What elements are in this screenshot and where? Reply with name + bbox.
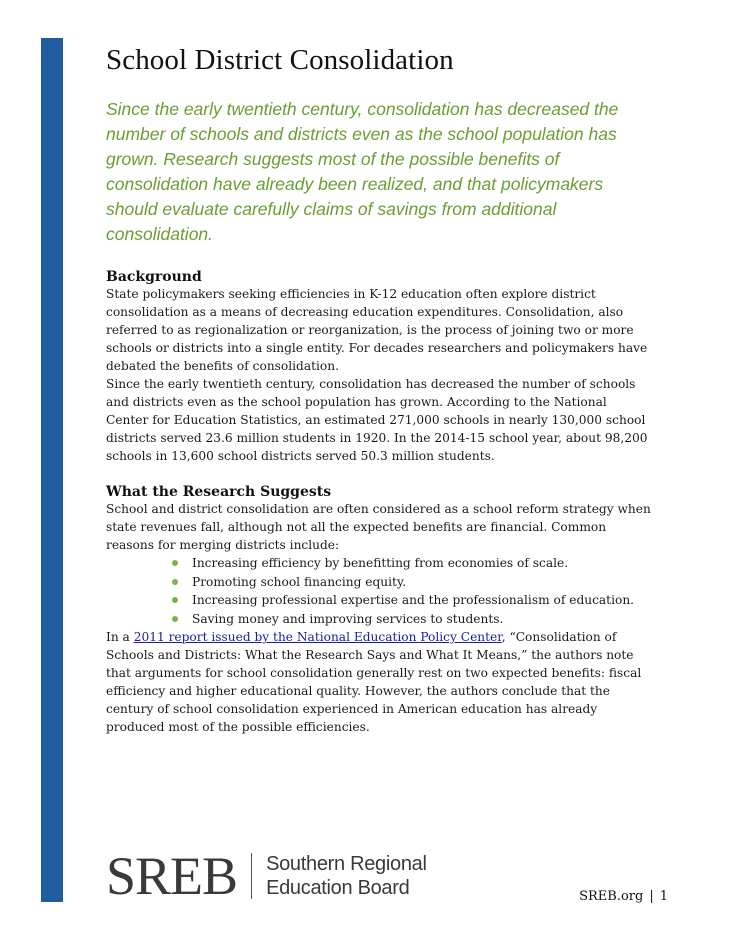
- list-item: Increasing efficiency by benefitting from economies of scale.: [172, 554, 651, 573]
- footer-separator: |: [649, 889, 654, 904]
- list-item: Promoting school financing equity.: [172, 573, 651, 592]
- site-url: SREB.org: [579, 889, 644, 904]
- logo-divider: [251, 853, 252, 899]
- document-content: [106, 44, 651, 736]
- list-item: Increasing professional expertise and the professionalism of education.: [172, 591, 651, 610]
- background-paragraph-1: State policymakers seeking efficiencies in K-12 education often explore district consolidation as a means of decreasing education expenditures. Consolidation, also referred to as regionalization or reorganization, is the process of joining two or more schools or districts into a single entity. For decades researchers and policymakers have debated the benefits of consolidation.: [106, 287, 648, 373]
- background-paragraph-2: Since the early twentieth century, consolidation has decreased the number of schools and districts even as the school population has grown. According to the National Center for Education Statistics, an estimated 271,000 schools in nearly 130,000 school districts served 23.6 million students in 1920. In the 2014-15 school year, about 98,200 schools in 13,600 school districts served 50.3 million students.: [106, 377, 648, 463]
- bullet-icon: [172, 579, 178, 585]
- page-title: School District Consolidation: [106, 44, 454, 76]
- bullet-icon: [172, 616, 178, 622]
- section-heading-background: Background: [106, 269, 202, 285]
- logo-wordmark: SREB: [106, 846, 238, 906]
- page-number: 1: [659, 889, 668, 904]
- list-item: Saving money and improving services to students.: [172, 610, 651, 629]
- bullet-icon: [172, 560, 178, 566]
- sreb-logo: [106, 846, 427, 906]
- bullet-icon: [172, 597, 178, 603]
- research-paragraph-1: School and district consolidation are often considered as a school reform strategy when state revenues fall, although not all the expected benefits are financial. Common reasons for merging districts include:: [106, 502, 651, 552]
- lead-summary: Since the early twentieth century, consolidation has decreased the number of schools and districts even as the school population has grown. Research suggests most of the possible benefits of consolidation have already been realized, and that policymakers should evaluate carefully claims of savings from additional consolidation.: [106, 99, 619, 244]
- page-footer: [579, 889, 668, 904]
- section-heading-research: What the Research Suggests: [106, 484, 332, 500]
- logo-subtitle: Southern Regional Education Board: [266, 853, 427, 899]
- nepc-report-link[interactable]: 2011 report issued by the National Education Policy Center: [133, 630, 502, 644]
- research-paragraph-2: In a 2011 report issued by the National Education Policy Center, “Consolidation of Schools and Districts: What the Research Says and What It Means,” the authors note that arguments for school consolidation generally rest on two expected benefits: fiscal efficiency and higher educational quality. However, the authors conclude that the century of school consolidation experienced in American education has already produced most of the possible efficiencies.: [106, 630, 642, 734]
- reasons-list: [106, 554, 651, 628]
- side-accent-bar: [41, 38, 63, 902]
